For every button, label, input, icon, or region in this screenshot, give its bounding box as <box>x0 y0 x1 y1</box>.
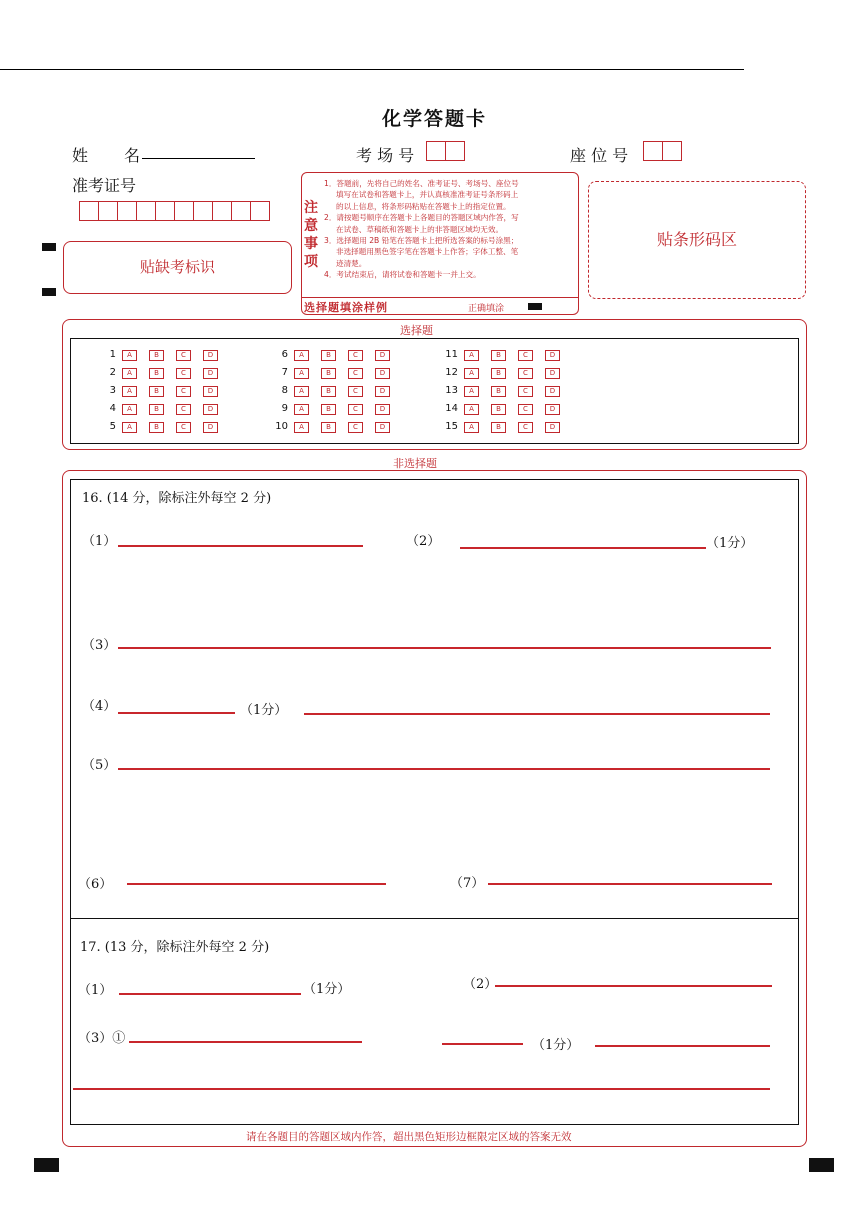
marker-square <box>42 243 56 251</box>
mc-option-bubble[interactable]: C <box>176 368 191 379</box>
mc-option-bubble[interactable]: A <box>122 422 137 433</box>
q16-part2-score: （1分） <box>706 536 754 551</box>
exam-room-boxes[interactable] <box>427 141 465 161</box>
mc-option-bubble[interactable]: A <box>294 386 309 397</box>
mc-option-bubble[interactable]: D <box>545 368 560 379</box>
marker-square <box>42 288 56 296</box>
q17-part2-answer[interactable] <box>495 985 772 987</box>
mc-option-bubble[interactable]: B <box>491 422 506 433</box>
mc-question-7 <box>270 364 402 378</box>
mc-option-bubble[interactable]: C <box>518 350 533 361</box>
mc-option-bubble[interactable]: C <box>176 404 191 415</box>
seat-label: 座 位 号 <box>570 146 629 165</box>
seat-boxes[interactable] <box>644 141 682 161</box>
mc-question-3 <box>98 382 230 396</box>
mc-option-bubble[interactable]: B <box>491 404 506 415</box>
marker-square <box>809 1158 834 1172</box>
mc-question-number: 1 <box>109 349 116 360</box>
mc-question-number: 8 <box>281 385 288 396</box>
mc-option-bubble[interactable]: A <box>122 350 137 361</box>
mc-option-bubble[interactable]: B <box>491 368 506 379</box>
q17-part3-answer-b[interactable] <box>442 1043 523 1045</box>
q16-part2-label: （2） <box>406 534 441 549</box>
mc-option-bubble[interactable]: D <box>375 422 390 433</box>
mc-option-bubble[interactable]: B <box>321 404 336 415</box>
mc-option-bubble[interactable]: C <box>348 404 363 415</box>
mc-question-14 <box>440 400 572 414</box>
mc-option-bubble[interactable]: B <box>321 422 336 433</box>
mc-question-number: 14 <box>445 403 458 414</box>
marker-square <box>34 1158 59 1172</box>
q16-part1-label: （1） <box>82 534 117 549</box>
mc-question-15 <box>440 418 572 432</box>
nonmc-title: 非选择题 <box>393 457 437 470</box>
notice-heading: 注 意 事 项 <box>304 200 318 270</box>
exam-room-label: 考 场 号 <box>356 146 415 165</box>
barcode-area <box>588 181 806 299</box>
mc-option-bubble[interactable]: C <box>176 422 191 433</box>
mc-option-bubble[interactable]: A <box>294 350 309 361</box>
q17-part2-label: （2） <box>463 977 498 992</box>
admission-boxes[interactable] <box>79 201 270 221</box>
q16-part1-answer[interactable] <box>118 545 363 547</box>
sample-label: 选择题填涂样例 <box>304 301 388 314</box>
mc-option-bubble[interactable]: A <box>464 422 479 433</box>
mc-option-bubble[interactable]: D <box>545 350 560 361</box>
mc-title: 选择题 <box>400 324 433 337</box>
q16-part3-answer[interactable] <box>118 647 771 649</box>
filled-sample <box>528 303 542 310</box>
q16-part4-label: （4） <box>82 699 117 714</box>
mc-option-bubble[interactable]: C <box>518 422 533 433</box>
mc-question-4 <box>98 400 230 414</box>
mc-question-1 <box>98 346 230 360</box>
q16-part4-answer-b[interactable] <box>304 713 770 715</box>
mc-option-bubble[interactable]: C <box>348 386 363 397</box>
mc-option-bubble[interactable]: C <box>348 422 363 433</box>
mc-option-bubble[interactable]: D <box>375 386 390 397</box>
mc-option-bubble[interactable]: B <box>149 422 164 433</box>
mc-question-number: 10 <box>275 421 288 432</box>
mc-option-bubble[interactable]: D <box>545 404 560 415</box>
mc-question-13 <box>440 382 572 396</box>
mc-option-bubble[interactable]: B <box>321 368 336 379</box>
mc-option-bubble[interactable]: A <box>464 386 479 397</box>
mc-question-6 <box>270 346 402 360</box>
mc-option-bubble[interactable]: C <box>518 368 533 379</box>
mc-option-bubble[interactable]: B <box>491 386 506 397</box>
q17-part3-score: （1分） <box>532 1038 580 1053</box>
mc-question-number: 6 <box>281 349 288 360</box>
absent-sticker-area <box>63 241 292 294</box>
mc-option-bubble[interactable]: C <box>348 350 363 361</box>
mc-option-bubble[interactable]: B <box>149 350 164 361</box>
mc-option-bubble[interactable]: C <box>518 386 533 397</box>
q17-part1-label: （1） <box>78 983 113 998</box>
mc-option-bubble[interactable]: D <box>375 350 390 361</box>
mc-option-bubble[interactable]: B <box>321 350 336 361</box>
mc-option-bubble[interactable]: B <box>149 368 164 379</box>
page-title: 化学答题卡 <box>382 108 488 130</box>
mc-option-bubble[interactable]: C <box>176 386 191 397</box>
mc-question-number: 12 <box>445 367 458 378</box>
mc-question-number: 3 <box>109 385 116 396</box>
q16-part3-label: （3） <box>82 638 117 653</box>
mc-option-bubble[interactable]: A <box>294 404 309 415</box>
q16-part2-answer[interactable] <box>460 547 706 549</box>
mc-option-bubble[interactable]: A <box>122 368 137 379</box>
mc-option-bubble[interactable]: A <box>464 350 479 361</box>
q17-part3-answer-d[interactable] <box>73 1088 770 1090</box>
name-field[interactable] <box>142 158 255 159</box>
q17-part1-answer[interactable] <box>119 993 301 995</box>
q16-part7-label: （7） <box>450 876 485 891</box>
name-label-2: 名 <box>124 146 141 165</box>
mc-option-bubble[interactable]: C <box>176 350 191 361</box>
mc-question-8 <box>270 382 402 396</box>
notice-box <box>301 172 579 315</box>
mc-question-9 <box>270 400 402 414</box>
mc-option-bubble[interactable]: D <box>203 368 218 379</box>
q17-part3-answer-a[interactable] <box>129 1041 362 1043</box>
mc-question-number: 9 <box>281 403 288 414</box>
footer-warning: 请在各题目的答题区域内作答，超出黑色矩形边框限定区域的答案无效 <box>246 1131 572 1143</box>
q16-part5-label: （5） <box>82 758 117 773</box>
q17-part3-answer-c[interactable] <box>595 1045 770 1047</box>
mc-option-bubble[interactable]: A <box>294 368 309 379</box>
mc-option-bubble[interactable]: D <box>203 350 218 361</box>
absent-label: 贴缺考标识 <box>139 258 215 276</box>
q16-part5-answer[interactable] <box>118 768 770 770</box>
mc-option-bubble[interactable]: D <box>203 404 218 415</box>
mc-option-bubble[interactable]: D <box>545 422 560 433</box>
mc-option-bubble[interactable]: D <box>375 368 390 379</box>
q16-part6-label: （6） <box>78 877 113 892</box>
mc-option-bubble[interactable]: A <box>464 404 479 415</box>
mc-option-bubble[interactable]: B <box>321 386 336 397</box>
barcode-label: 贴条形码区 <box>656 230 737 249</box>
mc-question-2 <box>98 364 230 378</box>
correct-label: 正确填涂 <box>468 304 505 314</box>
q16-part4-answer-a[interactable] <box>118 712 235 714</box>
mc-question-5 <box>98 418 230 432</box>
notice-text: 1．答题前，先将自己的姓名、准考证号、考场号、座位号 填写在试卷和答题卡上，并认真核准准考证号条形码上 的以上信息，将条形码粘贴在答题卡上的指定位置。 2．请按题号顺序在答题卡上各题目的答题区域内作答，写 在试卷、草稿纸和答题卡上的非答题区域均无效。 3．选择题用 2B 铅笔在答题卡上把所选答案的标号涂黑； 非选择题用黑色签字笔在答题卡上作答；字体工整、笔 迹清楚。 4．考试结束后，请将试卷和答题卡一并上交。 <box>324 179 519 280</box>
mc-question-12 <box>440 364 572 378</box>
q17-heading: 17. (13 分，除标注外每空 2 分) <box>80 940 270 955</box>
mc-question-11 <box>440 346 572 360</box>
mc-option-bubble[interactable]: A <box>122 404 137 415</box>
mc-option-bubble[interactable]: C <box>518 404 533 415</box>
mc-option-bubble[interactable]: C <box>348 368 363 379</box>
mc-option-bubble[interactable]: B <box>149 404 164 415</box>
mc-question-number: 13 <box>445 385 458 396</box>
admission-label: 准考证号 <box>72 176 137 195</box>
mc-option-bubble[interactable]: A <box>122 386 137 397</box>
mc-option-bubble[interactable]: D <box>203 422 218 433</box>
mc-question-number: 2 <box>109 367 116 378</box>
q16-part6-answer[interactable] <box>127 883 386 885</box>
mc-option-bubble[interactable]: D <box>375 404 390 415</box>
mc-option-bubble[interactable]: A <box>294 422 309 433</box>
top-rule <box>0 69 744 70</box>
q16-part4-score: （1分） <box>240 703 288 718</box>
mc-question-number: 11 <box>445 349 458 360</box>
mc-question-number: 15 <box>445 421 458 432</box>
q17-part3-label: （3）① <box>78 1031 126 1046</box>
mc-question-number: 4 <box>109 403 116 414</box>
mc-option-bubble[interactable]: B <box>491 350 506 361</box>
mc-option-bubble[interactable]: A <box>464 368 479 379</box>
mc-option-bubble[interactable]: D <box>203 386 218 397</box>
mc-question-number: 7 <box>281 367 288 378</box>
q16-heading: 16. (14 分，除标注外每空 2 分) <box>82 491 272 506</box>
name-label-1: 姓 <box>72 146 89 165</box>
mc-question-number: 5 <box>109 421 116 432</box>
mc-option-bubble[interactable]: D <box>545 386 560 397</box>
q16-part7-answer[interactable] <box>488 883 772 885</box>
mc-option-bubble[interactable]: B <box>149 386 164 397</box>
q17-part1-score: （1分） <box>303 982 351 997</box>
mc-question-10 <box>270 418 402 432</box>
